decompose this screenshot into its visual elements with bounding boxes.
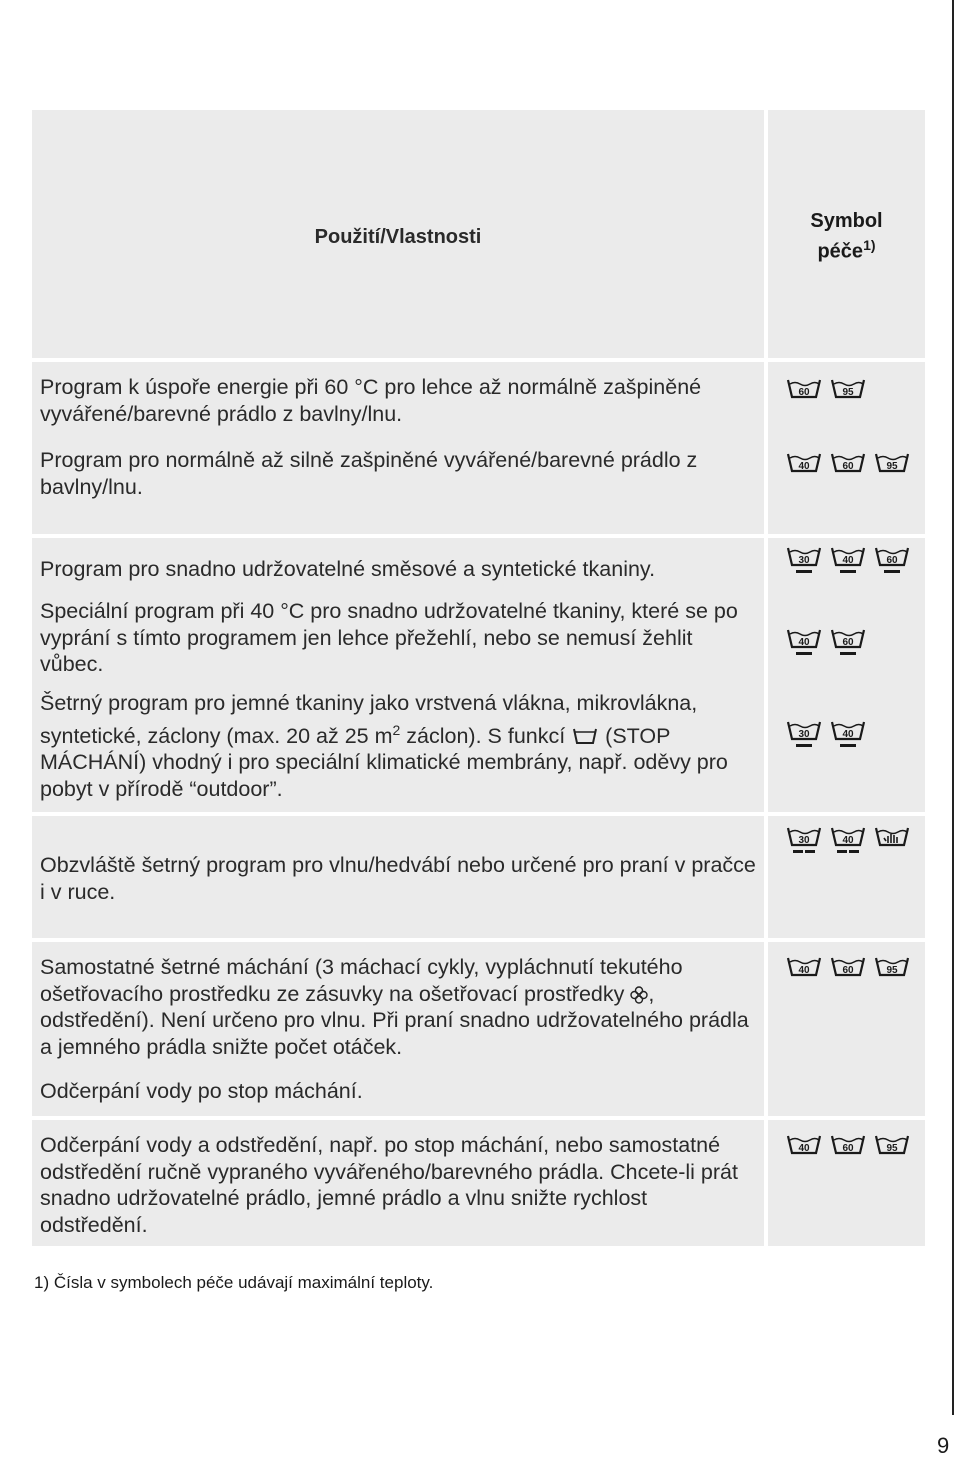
svg-text:40: 40 [842, 729, 854, 740]
hand-wash-icon [874, 824, 910, 858]
wash-tub-95-icon [874, 450, 910, 484]
table-row [32, 1120, 925, 1246]
wash-tub-30-icon [786, 544, 822, 578]
wash-tub-95-icon [874, 1132, 910, 1166]
row-text: Samostatné šetrné máchání (3 máchací cykly, vypláchnutí tekutého ošetřovacího prostředku ze zásuvky na ošetřovací prostředky , odstředění). Není určeno pro vlnu. Při praní snadno udržovatelného prádla a jemného prádla snižte počet otáček. [40, 955, 749, 1059]
header-symbol-line2: péče$^{1)}$ [817, 236, 876, 263]
wash-tub-95-icon [830, 376, 866, 410]
wash-tub-40-icon [786, 450, 822, 484]
svg-text:60: 60 [842, 637, 854, 648]
svg-text:40: 40 [798, 461, 810, 472]
svg-text:40: 40 [842, 835, 854, 846]
page-number: 9 [937, 1433, 950, 1458]
wash-tub-40-icon [786, 954, 822, 988]
care-symbols [786, 718, 925, 752]
wash-tub-60-icon [830, 626, 866, 660]
svg-text:95: 95 [886, 461, 898, 472]
program-table [32, 110, 925, 1246]
svg-text:30: 30 [798, 835, 810, 846]
table-row [32, 942, 925, 1116]
svg-text:30: 30 [798, 555, 810, 566]
svg-text:95: 95 [842, 387, 854, 398]
footnote: 1) Čísla v symbolech péče udávají maximální teploty. [34, 1273, 434, 1292]
care-symbols [786, 954, 925, 988]
svg-text:60: 60 [842, 461, 854, 472]
svg-text:30: 30 [798, 729, 810, 740]
wash-tub-40-icon [830, 824, 866, 858]
row-text: Odčerpání vody po stop máchání. [40, 1079, 363, 1103]
care-symbols [786, 376, 925, 450]
row-text: Obzvláště šetrný program pro vlnu/hedvábí nebo určené pro praní v pračce i v ruce. [32, 816, 764, 938]
wash-tub-40-icon [786, 626, 822, 660]
row-text: Program pro snadno udržovatelné směsové a syntetické tkaniny. [40, 557, 656, 581]
care-symbols [786, 1132, 925, 1166]
care-symbols [786, 450, 925, 484]
wash-tub-60-icon [830, 450, 866, 484]
care-symbols [786, 626, 925, 718]
table-row [32, 362, 925, 534]
care-symbols [786, 544, 925, 626]
svg-text:40: 40 [798, 1143, 810, 1154]
header-symbol [768, 110, 925, 358]
wash-tub-40-icon [830, 544, 866, 578]
wash-tub-60-icon [874, 544, 910, 578]
svg-text:40: 40 [842, 555, 854, 566]
svg-text:95: 95 [886, 965, 898, 976]
wash-tub-60-icon [786, 376, 822, 410]
row-text: Odčerpání vody a odstředění, např. po stop máchání, nebo samostatné odstředění ručně vypraného vyvářeného/barevného prádla. Chcete-li prát snadno udržovatelné prádlo, jemné prádlo a vlnu snižte rychlost odstředění. [32, 1120, 764, 1246]
wash-tub-30-icon [786, 824, 822, 858]
page-edge-line [952, 0, 954, 1415]
svg-text:40: 40 [798, 637, 810, 648]
svg-text:60: 60 [798, 387, 810, 398]
fabric-softener-icon [630, 986, 648, 1004]
wash-tub-40-icon [830, 718, 866, 752]
table-row [32, 816, 925, 938]
wash-tub-30-icon [786, 718, 822, 752]
svg-text:60: 60 [842, 1143, 854, 1154]
header-symbol-line1: Symbol [810, 209, 883, 232]
header-usage: Použití/Vlastnosti [32, 110, 764, 358]
stop-rinse-icon [571, 727, 599, 745]
svg-text:95: 95 [886, 1143, 898, 1154]
wash-tub-95-icon [874, 954, 910, 988]
care-symbols [786, 824, 925, 858]
wash-tub-60-icon [830, 1132, 866, 1166]
table-row [32, 538, 925, 812]
svg-text:60: 60 [842, 965, 854, 976]
wash-tub-60-icon [830, 954, 866, 988]
row-text: Šetrný program pro jemné tkaniny jako vrstvená vlákna, mikrovlákna, syntetické, záclony (max. 20 až 25 $m^2$ záclon). S funkcí (STOP MÁCHÁNÍ) vhodný i pro speciální klimatické membrány, např. oděvy pro pobyt v přírodě “outdoor”. [40, 691, 728, 801]
row-text: Program pro normálně až silně zašpiněné vyvářené/barevné prádlo z bavlny/lnu. [40, 448, 698, 499]
svg-text:40: 40 [798, 965, 810, 976]
table-header [32, 110, 925, 358]
row-text: Program k úspoře energie při 60 °C pro lehce až normálně zašpiněné vyvářené/barevné prádlo z bavlny/lnu. [40, 375, 702, 426]
row-text: Speciální program při 40 °C pro snadno udržovatelné tkaniny, které se po vyprání s tímto programem jen lehce přežehlí, nebo se nemusí žehlit vůbec. [40, 599, 738, 676]
wash-tub-40-icon [786, 1132, 822, 1166]
svg-text:60: 60 [886, 555, 898, 566]
